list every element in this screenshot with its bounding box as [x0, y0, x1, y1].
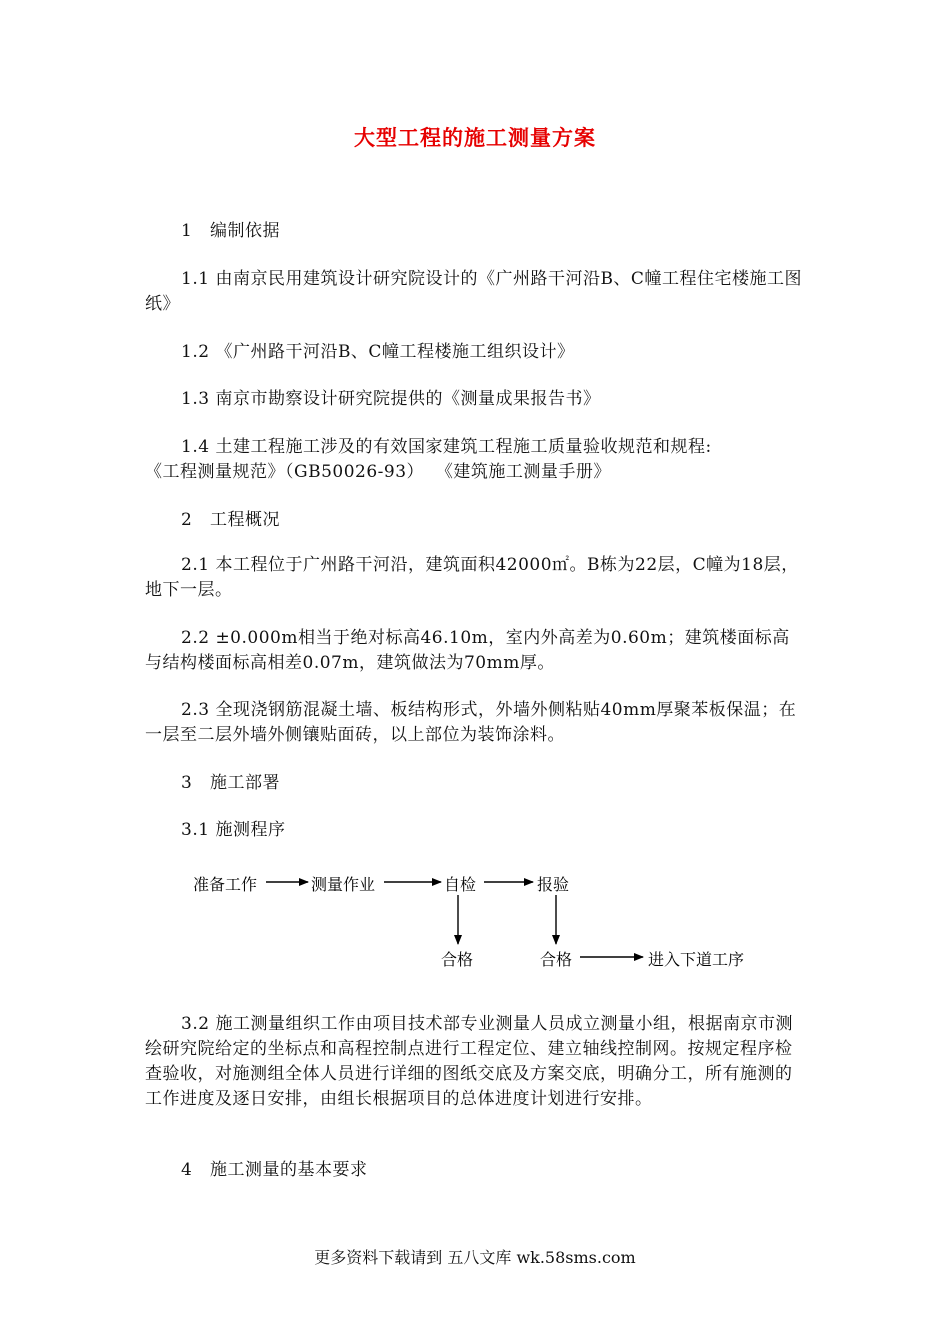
- flow-node-selfcheck: 自检: [444, 875, 477, 894]
- section-2-heading: 2 工程概况: [181, 510, 281, 530]
- flow-node-report: 报验: [537, 875, 570, 894]
- flow-node-prep: 准备工作: [193, 875, 258, 894]
- section-4-heading: 4 施工测量的基本要求: [181, 1160, 368, 1180]
- flow-node-pass-1: 合格: [441, 950, 474, 969]
- paragraph-1-3: 1.3 南京市勘察设计研究院提供的《测量成果报告书》: [181, 389, 601, 409]
- paragraph-1-4: 1.4 土建工程施工涉及的有效国家建筑工程施工质量验收规范和规程:: [181, 437, 712, 457]
- paragraph-1-4-references: 《工程测量规范》（GB50026-93） 《建筑施工测量手册》: [145, 462, 611, 482]
- section-1-heading: 1 编制依据: [181, 221, 281, 241]
- section-3-heading: 3 施工部署: [181, 773, 281, 793]
- paragraph-2-3: 2.3 全现浇钢筋混凝土墙、板结构形式，外墙外侧粘贴40mm厚聚苯板保温；在一层至二层外墙外侧镶贴面砖，以上部位为装饰涂料。: [145, 700, 797, 745]
- paragraph-3-2: 3.2 施工测量组织工作由项目技术部专业测量人员成立测量小组，根据南京市测绘研究院给定的坐标点和高程控制点进行工程定位、建立轴线控制网。按规定程序检查验收，对施测组全体人员进行详细的图纸交底及方案交底，明确分工，所有施测的工作进度及逐日安排，由组长根据项目的总体进度计划进行安排。: [145, 1014, 793, 1109]
- paragraph-2-2: 2.2 ±0.000m相当于绝对标高46.10m，室内外高差为0.60m；建筑楼面标高与结构楼面标高相差0.07m，建筑做法为70mm厚。: [145, 628, 790, 673]
- flow-node-pass-2: 合格: [540, 950, 573, 969]
- document-title: 大型工程的施工测量方案: [354, 125, 596, 150]
- paragraph-3-1: 3.1 施测程序: [181, 820, 286, 840]
- flow-node-next: 进入下道工序: [648, 950, 745, 969]
- flow-node-measure: 测量作业: [311, 875, 376, 894]
- paragraph-2-1: 2.1 本工程位于广州路干河沿，建筑面积42000㎡。B栋为22层，C幢为18层，地下一层。: [145, 555, 799, 600]
- paragraph-1-2: 1.2 《广州路干河沿B、C幢工程楼施工组织设计》: [181, 342, 575, 362]
- page-footer: 更多资料下载请到 五八文库 wk.58sms.com: [314, 1248, 636, 1267]
- paragraph-1-1: 1.1 由南京民用建筑设计研究院设计的《广州路干河沿B、C幢工程住宅楼施工图纸》: [145, 269, 802, 314]
